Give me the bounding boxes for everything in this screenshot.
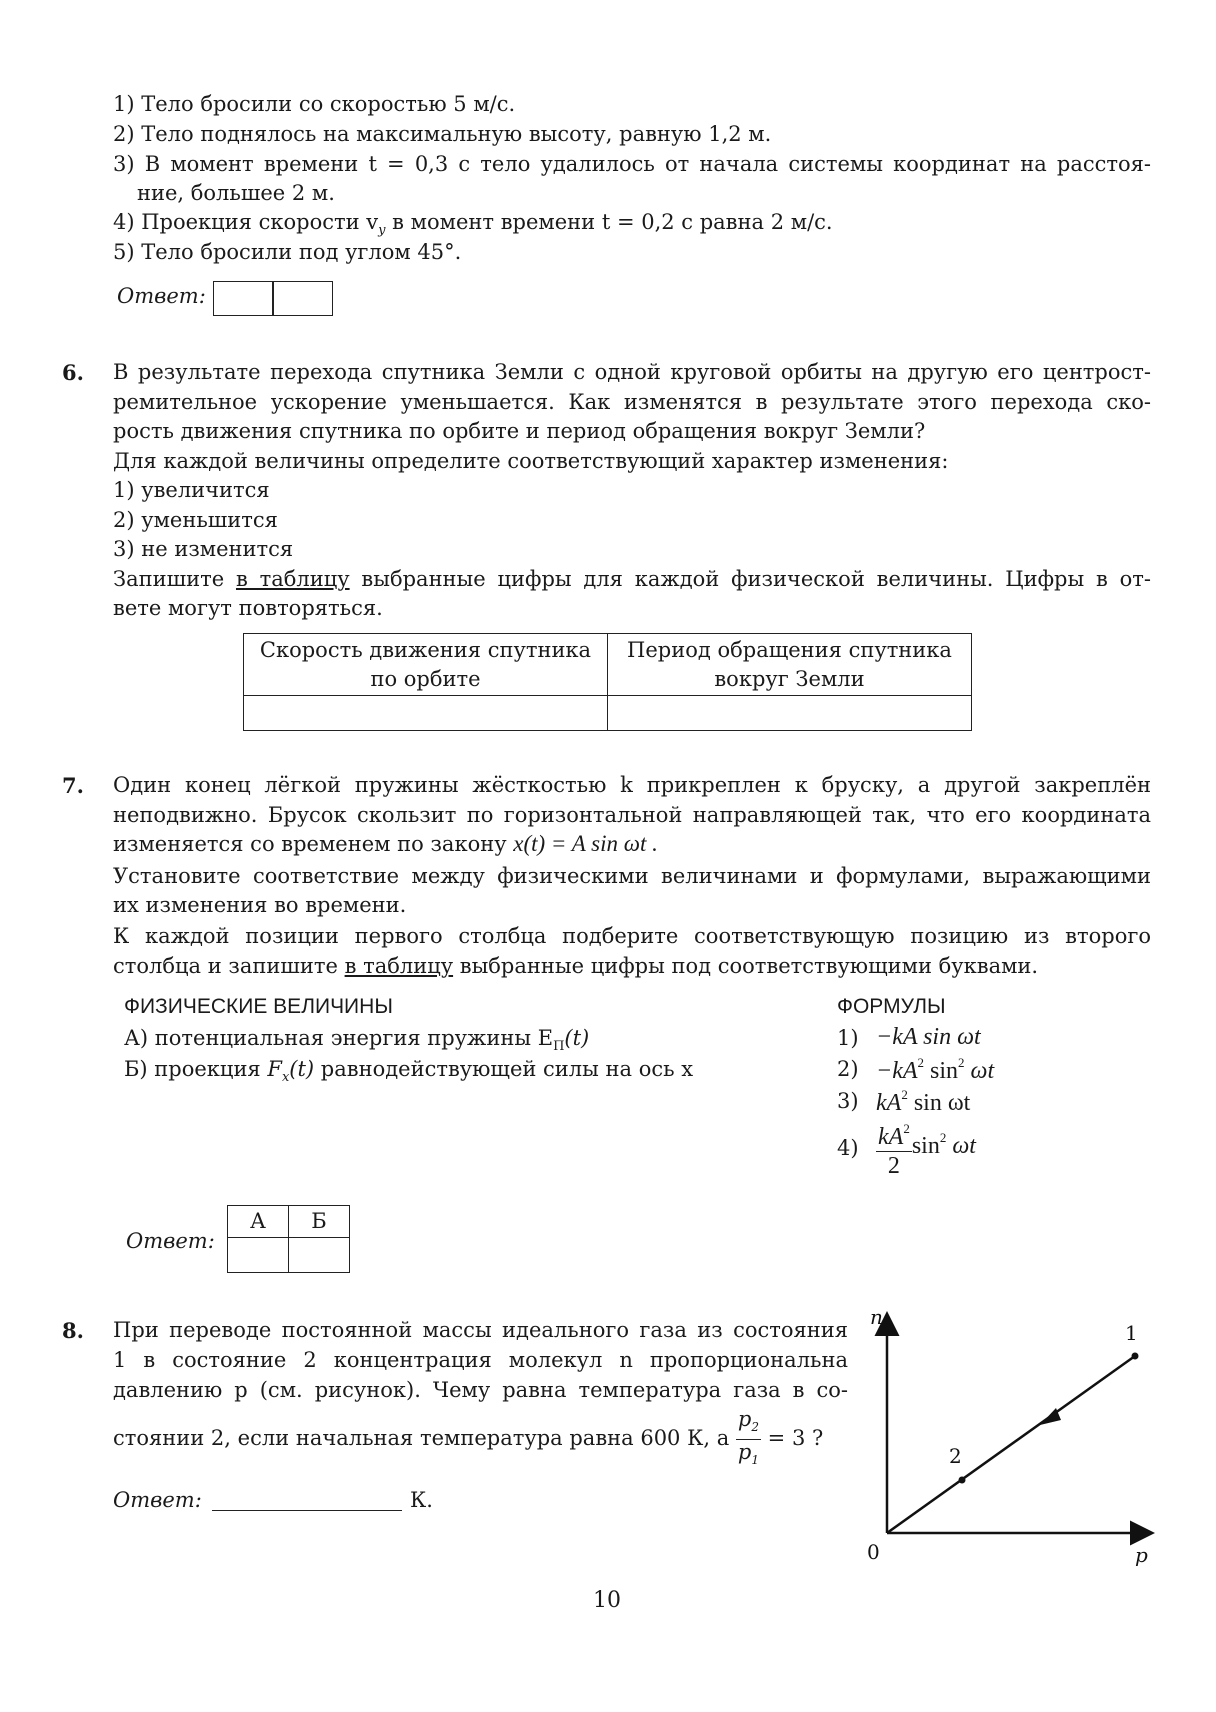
formula-3: $kA^2$ sin ωt [876, 1087, 971, 1116]
formula-num-3: 3) [837, 1089, 859, 1113]
formula-4: $\frac{kA^2}{2}$ $\sin^2 \omega t$ [876, 1115, 976, 1180]
q8-number: 8. [62, 1318, 84, 1343]
q6-text-line: ремительное ускорение уменьшается. Как изменятся в результате этого перехода ско- [113, 390, 1151, 414]
p-axis-label: p [1135, 1543, 1148, 1567]
q7-answer-header-a: А [228, 1206, 289, 1238]
pressure-ratio: $\frac{p_2}{p_1}$ [737, 1407, 759, 1468]
q7-answer-cell-a[interactable] [228, 1238, 289, 1273]
formula-num-4: 4) [837, 1136, 859, 1160]
q8-text-line: стоянии 2, если начальная температура равна 600 К, а $\frac{p_2}{p_1}$ = 3 ? [113, 1407, 823, 1472]
page-number: 10 [593, 1588, 621, 1613]
q6-text-line: рость движения спутника по орбите и период обращения вокруг Земли? [113, 419, 926, 443]
q6-text-line: В результате перехода спутника Земли с одной круговой орбиты на другую его центрост- [113, 360, 1151, 384]
q5-option-5: 5) Тело бросили под углом 45°. [113, 240, 462, 264]
q6-answer-table [243, 633, 972, 731]
q6-instruction: Запишите в таблицу выбранные цифры для каждой физической величины. Цифры в от- [113, 567, 1151, 591]
q6-instruction-cont: вете могут повторяться. [113, 596, 383, 620]
state-1-point [1132, 1353, 1139, 1360]
q7-answer-header-b: Б [289, 1206, 350, 1238]
q7-text-line: столбца и запишите в таблицу выбранные цифры под соответствующими буквами. [113, 954, 1039, 978]
formula-2: $-kA^2$ $\sin^2 \omega t$ [876, 1055, 995, 1084]
q6-table-header-speed: Скорость движения спутника по орбите [244, 634, 608, 696]
q5-option-3: 3) В момент времени t = 0,3 с тело удалилось от начала системы координат на расстоя- [113, 152, 1151, 176]
point-2-label: 2 [949, 1444, 962, 1468]
q5-option-2: 2) Тело поднялось на максимальную высоту, равную 1,2 м. [113, 122, 772, 146]
q5-option-3-cont: ние, большее 2 м. [137, 181, 335, 205]
q6-option: 1) увеличится [113, 478, 270, 502]
q8-text-line: 1 в состояние 2 концентрация молекул n пропорциональна [113, 1348, 848, 1372]
q7-answer-table [227, 1205, 350, 1273]
q5-option-1: 1) Тело бросили со скоростью 5 м/с. [113, 92, 516, 116]
q8-answer-unit: К. [410, 1488, 433, 1512]
state-2-point [959, 1477, 966, 1484]
q7-item-b: Б) проекция $F_x(t)$ равнодействующей силы на ось x [124, 1057, 694, 1086]
formula-num-2: 2) [837, 1057, 859, 1081]
q6-option: 3) не изменится [113, 537, 294, 561]
formula-1: −kA sin ωt [876, 1024, 981, 1050]
q6-number: 6. [62, 360, 84, 385]
q7-text-line: неподвижно. Брусок скользит по горизонтальной направляющей так, что его координата [113, 803, 1151, 827]
q7-number: 7. [62, 773, 84, 798]
point-1-label: 1 [1125, 1321, 1138, 1345]
q8-answer-label: Ответ: [113, 1488, 202, 1512]
q8-answer-field[interactable] [212, 1510, 402, 1511]
process-line [887, 1356, 1135, 1533]
q5-answer-cell-2[interactable] [272, 281, 333, 316]
q7-answer-label: Ответ: [126, 1229, 215, 1253]
q5-answer-cell-1[interactable] [213, 281, 274, 316]
q7-text-line: Один конец лёгкой пружины жёсткостью k прикреплен к бруску, а другой закреплён [113, 773, 1151, 797]
q6-answer-cell-period[interactable] [608, 696, 972, 731]
q6-text-line: Для каждой величины определите соответствующий характер изменения: [113, 449, 949, 473]
n-axis-label: n [870, 1305, 883, 1329]
q6-table-header-period: Период обращения спутника вокруг Земли [608, 634, 972, 696]
q7-left-header: ФИЗИЧЕСКИЕ ВЕЛИЧИНЫ [124, 995, 393, 1018]
q7-text-line: К каждой позиции первого столбца подберите соответствующую позицию из второго [113, 924, 1151, 948]
formula-num-1: 1) [837, 1026, 859, 1050]
q5-option-4: 4) Проекция скорости $v_y$ в момент времени t = 0,2 с равна 2 м/с. [113, 210, 833, 239]
q6-answer-cell-speed[interactable] [244, 696, 608, 731]
q8-text-line: давлению p (см. рисунок). Чему равна температура газа в со- [113, 1378, 848, 1402]
q7-text-line: их изменения во времени. [113, 893, 407, 917]
q7-answer-cell-b[interactable] [289, 1238, 350, 1273]
q5-answer-label: Ответ: [117, 284, 206, 308]
q6-option: 2) уменьшится [113, 508, 278, 532]
q7-right-header: ФОРМУЛЫ [837, 995, 946, 1018]
origin-label: 0 [867, 1540, 880, 1564]
n-p-graph [850, 1300, 1170, 1580]
q7-item-a: А) потенциальная энергия пружины $E_П(t)$ [124, 1026, 590, 1055]
q7-text-line: изменяется со временем по закону x(t) = A sin ωt . [113, 831, 658, 856]
q7-text-line: Установите соответствие между физическими величинами и формулами, выражающими [113, 864, 1151, 888]
q8-text-line: При переводе постоянной массы идеального газа из состояния [113, 1318, 848, 1342]
